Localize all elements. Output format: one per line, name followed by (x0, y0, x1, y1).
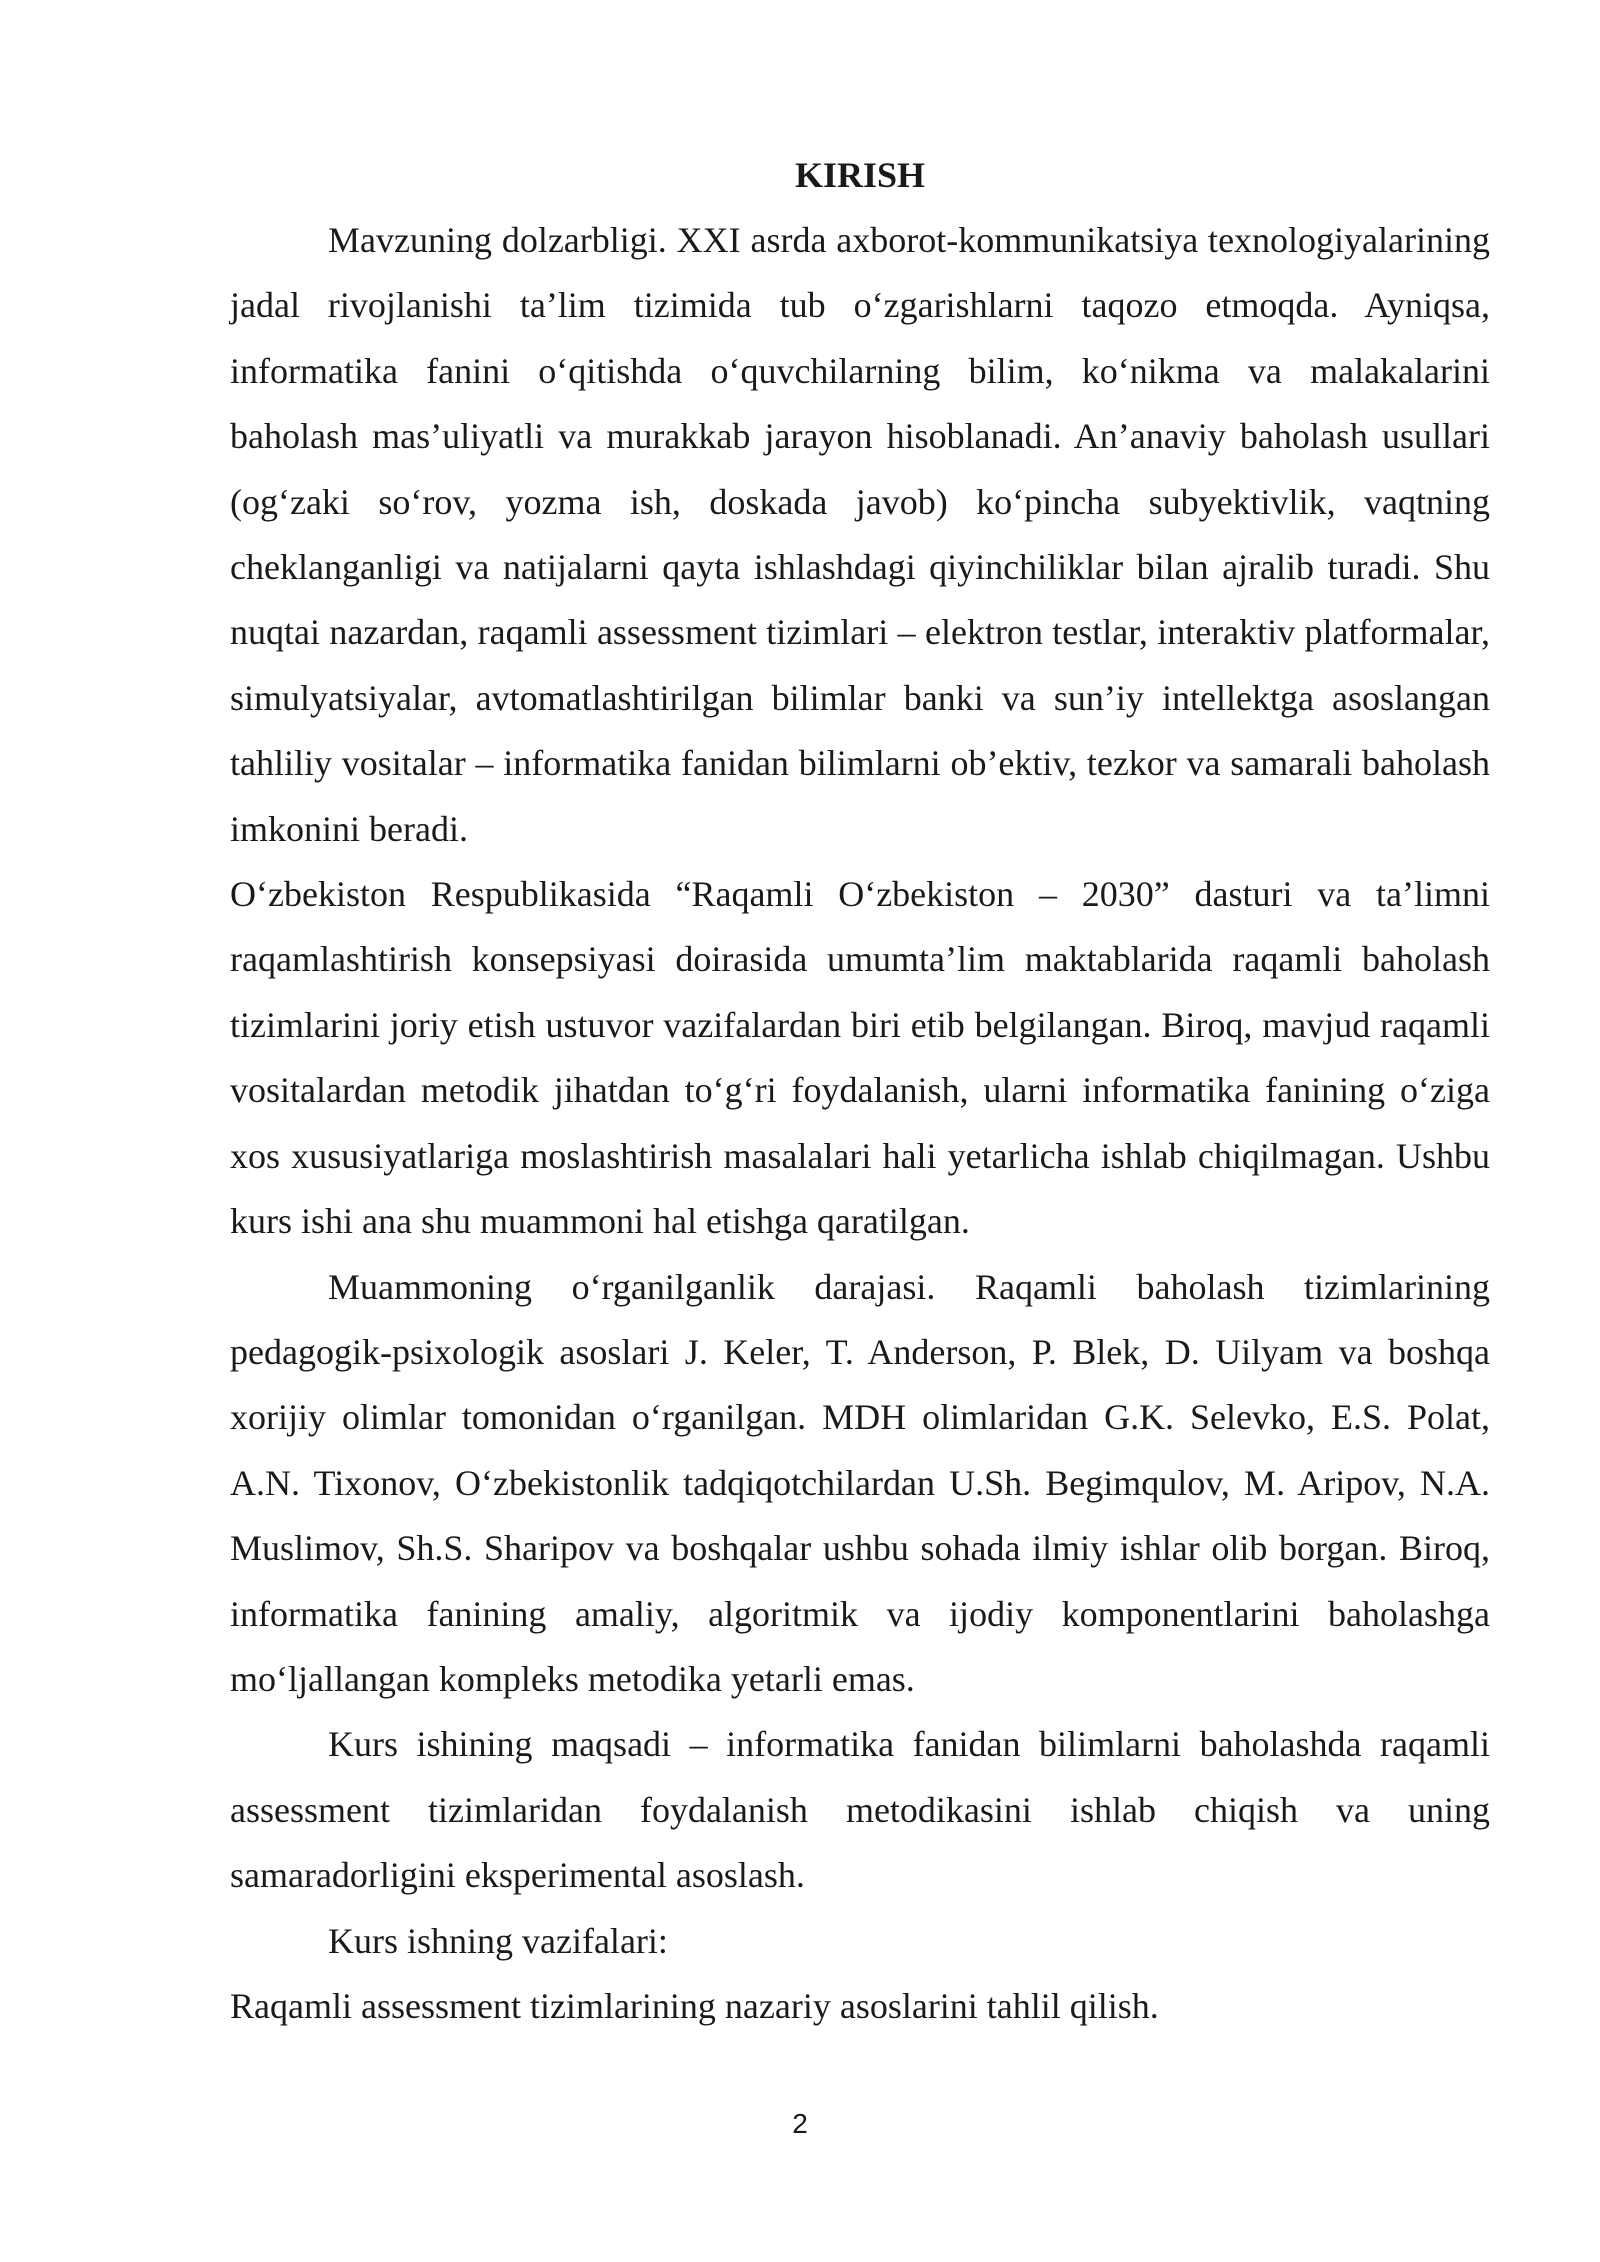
paragraph-relevance: Mavzuning dolzarbligi. XXI asrda axborot-kommunikatsiya texnologiyalarining jadal rivojlanishi ta’lim tizimida tub o‘zgarishlarni taqozo etmoqda. Ayniqsa, informatika fanini o‘qitishda o‘quvchilarning bilim, ko‘nikma va malakalarini baholash mas’uliyatli va murakkab jarayon hisoblanadi. An’anaviy baholash usullari (og‘zaki so‘rov, yozma ish, doskada javob) ko‘pincha subyektivlik, vaqtning cheklanganligi va natijalarni qayta ishlashdagi qiyinchiliklar bilan ajralib turadi. Shu nuqtai nazardan, raqamli assessment tizimlari – elektron testlar, interaktiv platformalar, simulyatsiyalar, avtomatlashtirilgan bilimlar banki va sun’iy intellektga asoslangan tahliliy vositalar – informatika fanidan bilimlarni ob’ektiv, tezkor va samarali baholash imkonini beradi. (230, 220, 1490, 849)
page-number: 2 (792, 2108, 808, 2139)
paragraph-task-item: Raqamli assessment tizimlarining nazariy asoslarini tahlil qilish. (230, 1985, 1159, 2026)
page-content (230, 148, 1490, 2039)
paragraph-goal: Kurs ishining maqsadi – informatika fanidan bilimlarni baholashda raqamli assessment tizimlaridan foydalanish metodikasini ishlab chiqish va uning samaradorligini eksperimental asoslash. (230, 1724, 1490, 1896)
paragraph-tasks-heading: Kurs ishning vazifalari: (328, 1920, 668, 1961)
page-title: KIRISH (794, 155, 926, 195)
paragraph-national-program: O‘zbekiston Respublikasida “Raqamli O‘zbekiston – 2030” dasturi va ta’limni raqamlashtirish konsepsiyasi doirasida umumta’lim maktablarida raqamli baholash tizimlarini joriy etish ustuvor vazifalardan biri etib belgilangan. Biroq, mavjud raqamli vositalardan metodik jihatdan to‘g‘ri foydalanish, ularni informatika fanining o‘ziga xos xususiyatlariga moslashtirish masalalari hali yetarlicha ishlab chiqilmagan. Ushbu kurs ishi ana shu muammoni hal etishga qaratilgan. (230, 874, 1490, 1242)
paragraph-study-degree: Muammoning o‘rganilganlik darajasi. Raqamli baholash tizimlarining pedagogik-psixologik asoslari J. Keler, T. Anderson, P. Blek, D. Uilyam va boshqa xorijiy olimlar tomonidan o‘rganilgan. MDH olimlaridan G.K. Selevko, E.S. Polat, A.N. Tixonov, O‘zbekistonlik tadqiqotchilardan U.Sh. Begimqulov, M. Aripov, N.A. Muslimov, Sh.S. Sharipov va boshqalar ushbu sohada ilmiy ishlar olib borgan. Biroq, informatika fanining amaliy, algoritmik va ijodiy komponentlarini baholashga mo‘ljallangan kompleks metodika yetarli emas. (230, 1266, 1490, 1699)
